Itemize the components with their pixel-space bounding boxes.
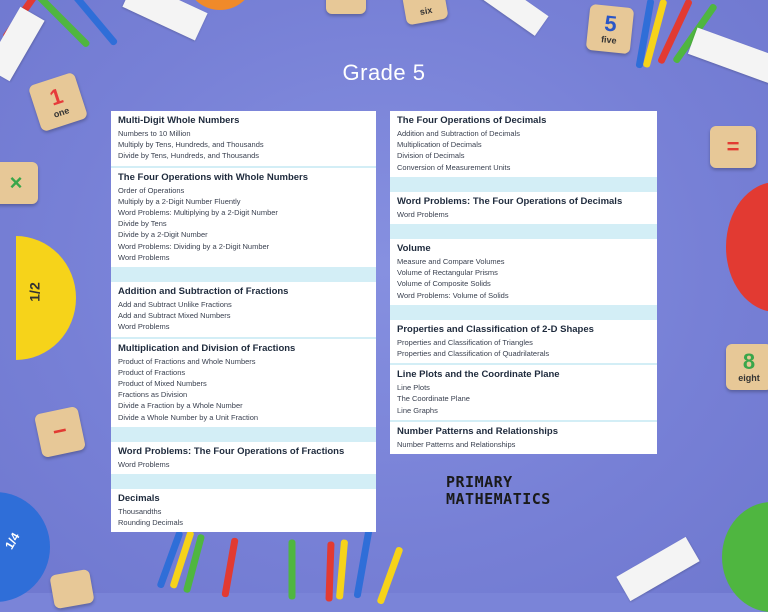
left-topic-column	[111, 111, 376, 532]
topic-item: Divide by a 2-Digit Number	[118, 230, 208, 240]
topic-section	[111, 111, 376, 166]
equals-cube	[710, 126, 756, 168]
topic-item: Word Problems	[118, 252, 170, 262]
topic-item: Divide by Tens, Hundreds, and Thousands	[118, 151, 260, 161]
cube-word: eight	[738, 373, 760, 383]
topic-item: Line Plots	[397, 383, 430, 393]
topic-item: Thousandths	[118, 507, 162, 517]
green-counting-stick	[289, 540, 296, 600]
number-cube	[326, 0, 366, 14]
number-cube	[49, 569, 94, 609]
cube-number: 8	[742, 349, 756, 374]
topic-section	[390, 320, 657, 363]
topic-item: Division of Decimals	[397, 151, 465, 161]
topic-item: Addition and Subtraction of Decimals	[397, 129, 520, 138]
topic-item: Volume of Rectangular Prisms	[397, 268, 498, 278]
equals-icon: =	[726, 134, 740, 159]
topic-item: Divide by Tens	[118, 219, 167, 229]
topic-item: Multiplication of Decimals	[397, 140, 482, 150]
fraction-half-label: 1/2	[26, 282, 43, 302]
brand-logo	[446, 474, 551, 508]
topic-item: Line Graphs	[397, 405, 438, 415]
topic-item: Number Patterns and Relationships	[397, 439, 516, 449]
topic-heading: Addition and Subtraction of Fractions	[118, 286, 289, 298]
topic-item: Product of Fractions	[118, 367, 186, 377]
topic-item: Fractions as Division	[118, 390, 188, 400]
topic-heading: Multi-Digit Whole Numbers	[118, 115, 240, 126]
number-cube-five	[586, 4, 635, 54]
topic-heading: Word Problems: The Four Operations of Fractions	[118, 445, 345, 457]
section-divider	[390, 179, 657, 192]
topic-section	[390, 192, 657, 224]
multiply-cube	[0, 162, 38, 204]
topic-item: Multiply by a 2-Digit Number Fluently	[118, 196, 241, 206]
topic-item: Word Problems	[397, 209, 449, 219]
topic-heading: The Four Operations with Whole Numbers	[118, 171, 309, 183]
topic-item: Product of Fractions and Whole Numbers	[118, 356, 256, 366]
topic-item: Order of Operations	[118, 185, 185, 195]
multiply-icon: ×	[9, 170, 23, 195]
section-divider	[111, 429, 376, 442]
number-cube-eight	[726, 344, 768, 390]
topic-item: Rounding Decimals	[118, 518, 184, 528]
brand-line-mathematics: MATHEMATICS	[446, 490, 551, 508]
topic-heading: Decimals	[118, 493, 160, 505]
topic-item: Measure and Compare Volumes	[397, 257, 505, 267]
topic-item: Word Problems	[118, 322, 170, 332]
topic-item: Conversion of Measurement Units	[397, 162, 511, 172]
topic-heading: Multiplication and Division of Fractions	[118, 342, 296, 354]
minus-icon: −	[50, 416, 70, 447]
topic-heading: Word Problems: The Four Operations of Decimals	[397, 195, 623, 207]
topic-item: Word Problems: Volume of Solids	[397, 290, 509, 300]
topic-heading: Properties and Classification of 2-D Shapes	[397, 323, 594, 335]
topic-heading: The Four Operations of Decimals	[397, 115, 547, 126]
topic-item: The Coordinate Plane	[397, 394, 470, 404]
cube-number: 5	[603, 10, 618, 37]
brand-line-primary: PRIMARY	[446, 473, 513, 491]
topic-section	[390, 239, 657, 305]
topic-item: Properties and Classification of Quadrilaterals	[397, 349, 550, 359]
topic-section	[111, 339, 376, 427]
cube-number: 1	[46, 82, 66, 111]
topic-section	[390, 365, 657, 420]
topic-section	[390, 111, 657, 177]
topic-item: Product of Mixed Numbers	[118, 379, 207, 389]
topic-heading: Volume	[397, 243, 431, 255]
topic-section	[390, 422, 657, 454]
topic-item: Add and Subtract Mixed Numbers	[118, 311, 231, 321]
topic-item: Divide a Fraction by a Whole Number	[118, 401, 243, 411]
topic-item: Word Problems	[118, 459, 170, 469]
section-divider	[111, 476, 376, 489]
right-topic-column	[390, 111, 657, 454]
minus-cube	[34, 406, 86, 458]
topic-item: Multiply by Tens, Hundreds, and Thousands	[118, 140, 264, 150]
topic-item: Word Problems: Dividing by a 2-Digit Number	[118, 241, 270, 251]
section-divider	[390, 307, 657, 320]
cube-word: six	[419, 4, 434, 17]
topic-heading: Number Patterns and Relationships	[397, 425, 559, 437]
topic-item: Add and Subtract Unlike Fractions	[118, 300, 232, 310]
topic-heading: Line Plots and the Coordinate Plane	[397, 369, 560, 381]
section-divider	[111, 269, 376, 282]
cube-word: one	[52, 105, 71, 120]
topic-section	[111, 442, 376, 474]
page-title: Grade 5	[342, 60, 426, 85]
section-divider	[390, 226, 657, 239]
topic-section	[111, 282, 376, 337]
topic-item: Numbers to 10 Million	[118, 129, 191, 138]
topic-item: Word Problems: Multiplying by a 2-Digit Number	[118, 208, 278, 218]
fraction-quarter-label: 1/4	[2, 530, 23, 552]
topic-item: Properties and Classification of Triangles	[397, 337, 533, 347]
topic-section	[111, 168, 376, 267]
cube-word: five	[600, 34, 618, 46]
topic-item: Divide a Whole Number by a Unit Fraction	[118, 412, 259, 422]
topic-section	[111, 489, 376, 532]
topic-item: Volume of Composite Solids	[397, 279, 491, 289]
